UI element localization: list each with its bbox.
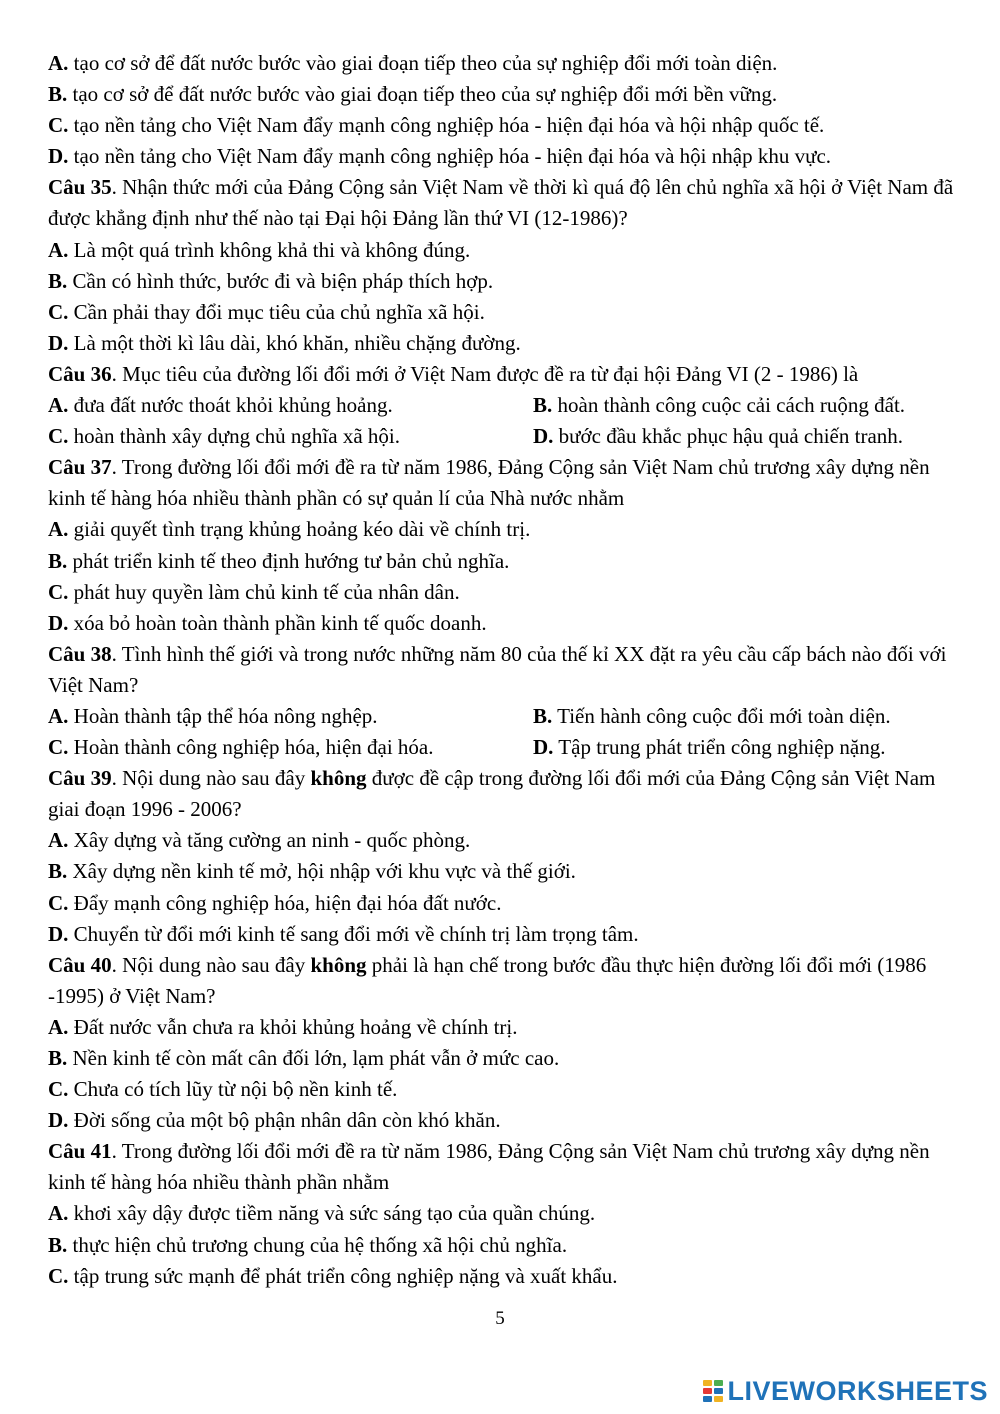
page-number: 5 <box>495 1308 505 1329</box>
option-b: B. tạo cơ sở để đất nước bước vào giai đoạn tiếp theo của sự nghiệp đổi mới bền vững. <box>48 82 778 107</box>
question-41-stem: Câu 41. Trong đường lối đổi mới đề ra từ năm 1986, Đảng Cộng sản Việt Nam chủ trương xây dựng nền kinh tế hàng hóa nhiều thành phần nhằm <box>48 1139 930 1195</box>
option-a: A. khơi xây dậy được tiềm năng và sức sáng tạo của quần chúng. <box>48 1201 596 1226</box>
worksheet-page <box>48 48 956 1292</box>
question-36-stem: Câu 36. Mục tiêu của đường lối đổi mới ở Việt Nam được đề ra từ đại hội Đảng VI (2 - 1986) là <box>48 361 859 386</box>
option-c: C. phát huy quyền làm chủ kinh tế của nhân dân. <box>48 579 460 604</box>
option-a: A. Hoàn thành tập thể hóa nông nghệp. <box>48 703 378 728</box>
question-40-stem: Câu 40. Nội dung nào sau đây không phải là hạn chế trong bước đầu thực hiện đường lối đổi mới (1986 -1995) ở Việt Nam? <box>48 952 927 1008</box>
option-d: D. Là một thời kì lâu dài, khó khăn, nhiều chặng đường. <box>48 330 521 355</box>
option-c: C. Cần phải thay đổi mục tiêu của chủ nghĩa xã hội. <box>48 299 485 324</box>
emphasis-keyword: không <box>310 766 367 791</box>
liveworksheets-logo <box>703 1376 988 1406</box>
option-row <box>48 701 956 732</box>
option-c: C. Đẩy mạnh công nghiệp hóa, hiện đại hóa đất nước. <box>48 890 502 915</box>
option-d: D. Tập trung phát triển công nghiệp nặng. <box>533 735 886 760</box>
option-a: A. Là một quá trình không khả thi và không đúng. <box>48 237 471 262</box>
question-35-stem: Câu 35. Nhận thức mới của Đảng Cộng sản Việt Nam về thời kì quá độ lên chủ nghĩa xã hội ở Việt Nam đã được khẳng định như thế nào tại Đại hội Đảng lần thứ VI (12-1986)? <box>48 175 954 231</box>
option-b: B. phát triển kinh tế theo định hướng tư bản chủ nghĩa. <box>48 548 510 573</box>
option-a: A. đưa đất nước thoát khỏi khủng hoảng. <box>48 393 393 418</box>
option-b: B. Xây dựng nền kinh tế mở, hội nhập với khu vực và thế giới. <box>48 859 576 884</box>
option-c: C. Chưa có tích lũy từ nội bộ nền kinh tế. <box>48 1077 398 1102</box>
option-c: C. tập trung sức mạnh để phát triển công nghiệp nặng và xuất khẩu. <box>48 1263 618 1288</box>
option-row <box>48 421 956 452</box>
option-d: D. bước đầu khắc phục hậu quả chiến tranh. <box>533 424 904 449</box>
liveworksheets-icon <box>703 1380 723 1402</box>
option-d: D. Đời sống của một bộ phận nhân dân còn khó khăn. <box>48 1108 501 1133</box>
option-a: A. Xây dựng và tăng cường an ninh - quốc phòng. <box>48 828 471 853</box>
question-38-stem: Câu 38. Tình hình thế giới và trong nước những năm 80 của thế kỉ XX đặt ra yêu cầu cấp bách nào đối với Việt Nam? <box>48 641 947 697</box>
option-row <box>48 390 956 421</box>
option-c: C. Hoàn thành công nghiệp hóa, hiện đại hóa. <box>48 735 434 760</box>
option-b: B. hoàn thành công cuộc cải cách ruộng đất. <box>533 393 906 418</box>
option-a: A. giải quyết tình trạng khủng hoảng kéo dài về chính trị. <box>48 517 531 542</box>
option-c: C. hoàn thành xây dựng chủ nghĩa xã hội. <box>48 424 400 449</box>
option-b: B. thực hiện chủ trương chung của hệ thống xã hội chủ nghĩa. <box>48 1232 568 1257</box>
option-a: A. tạo cơ sở để đất nước bước vào giai đoạn tiếp theo của sự nghiệp đổi mới toàn diện. <box>48 51 778 75</box>
option-row <box>48 732 956 763</box>
option-b: B. Tiến hành công cuộc đổi mới toàn diện. <box>533 703 891 728</box>
option-a: A. Đất nước vẫn chưa ra khỏi khủng hoảng về chính trị. <box>48 1014 518 1039</box>
emphasis-keyword: không <box>310 952 367 977</box>
option-d: D. xóa bỏ hoàn toàn thành phần kinh tế quốc doanh. <box>48 610 487 635</box>
option-d: D. tạo nền tảng cho Việt Nam đẩy mạnh công nghiệp hóa - hiện đại hóa và hội nhập khu vực. <box>48 144 832 169</box>
option-d: D. Chuyển từ đổi mới kinh tế sang đổi mới về chính trị làm trọng tâm. <box>48 921 639 946</box>
option-b: B. Cần có hình thức, bước đi và biện pháp thích hợp. <box>48 268 494 293</box>
option-c: C. tạo nền tảng cho Việt Nam đẩy mạnh công nghiệp hóa - hiện đại hóa và hội nhập quốc tế. <box>48 113 825 138</box>
question-37-stem: Câu 37. Trong đường lối đổi mới đề ra từ năm 1986, Đảng Cộng sản Việt Nam chủ trương xây dựng nền kinh tế hàng hóa nhiều thành phần có sự quản lí của Nhà nước nhằm <box>48 455 930 511</box>
brand-name: LIVEWORKSHEETS <box>727 1375 988 1406</box>
question-39-stem: Câu 39. Nội dung nào sau đây không được đề cập trong đường lối đổi mới của Đảng Cộng sản Việt Nam giai đoạn 1996 - 2006? <box>48 766 936 822</box>
option-b: B. Nền kinh tế còn mất cân đối lớn, lạm phát vẫn ở mức cao. <box>48 1046 560 1070</box>
